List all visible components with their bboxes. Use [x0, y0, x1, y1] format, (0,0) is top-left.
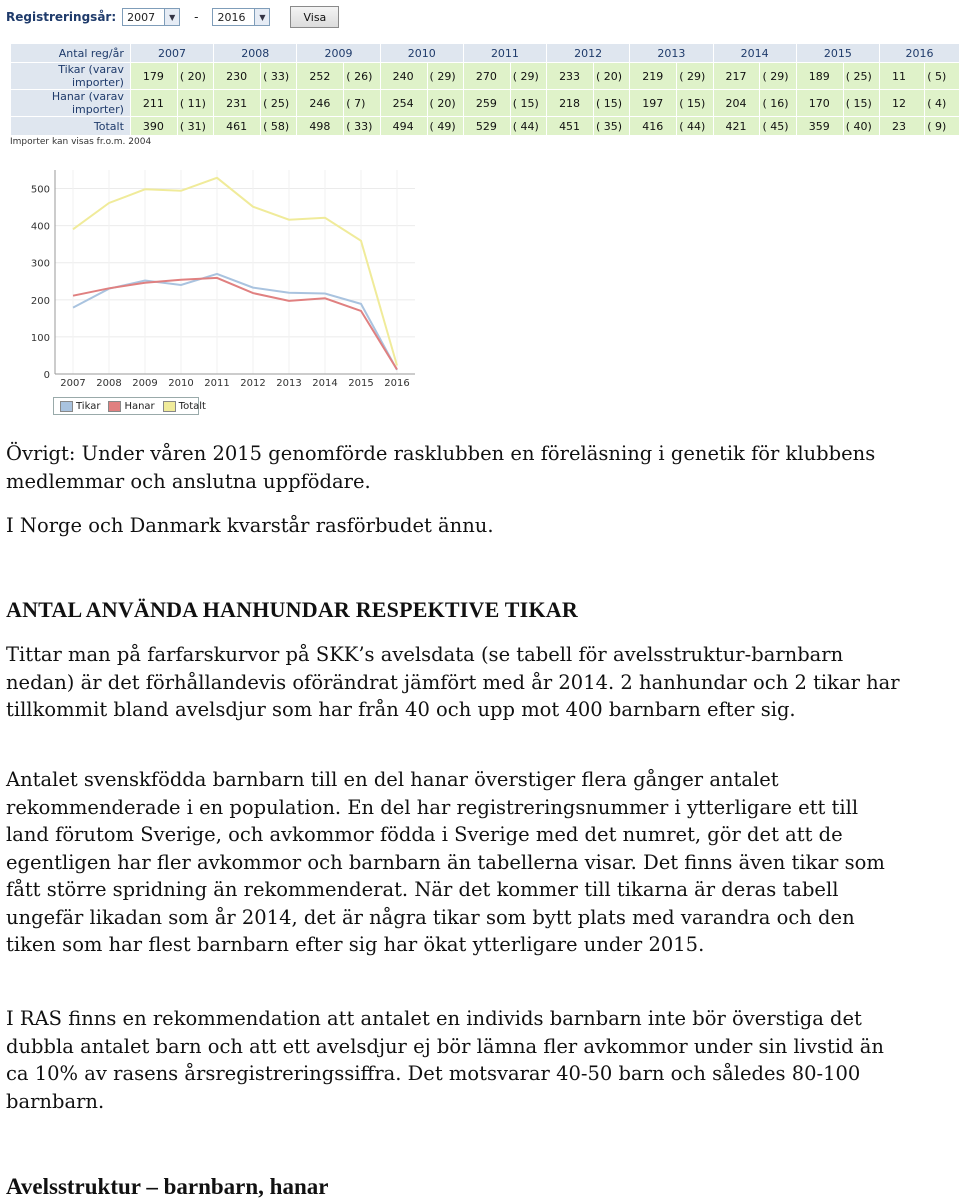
- registration-table: [10, 43, 960, 136]
- table-cell-imports: ( 33): [344, 117, 380, 136]
- table-cell-count: 259: [463, 90, 510, 117]
- table-cell-count: 12: [880, 90, 925, 117]
- table-year-header: 2011: [463, 44, 546, 63]
- table-cell-count: 218: [547, 90, 594, 117]
- registration-line-chart: [20, 160, 440, 395]
- table-year-header: 2008: [214, 44, 297, 63]
- y-tick-label: 200: [30, 295, 50, 307]
- y-tick-label: 0: [43, 370, 50, 381]
- import-note: Importer kan visas fr.o.m. 2004: [10, 137, 152, 147]
- table-cell-imports: ( 20): [177, 63, 213, 90]
- y-tick-label: 300: [30, 258, 50, 270]
- x-tick-label: 2009: [132, 378, 158, 389]
- table-cell-imports: ( 25): [843, 63, 879, 90]
- table-cell-count: 170: [796, 90, 843, 117]
- y-tick-label: 100: [30, 332, 50, 344]
- table-cell-count: 252: [297, 63, 344, 90]
- y-tick-label: 500: [30, 184, 50, 196]
- paragraph-svenskfodda: Antalet svenskfödda barnbarn till en del hanar överstiger flera gånger antalet rekommenderade i en population. En del har registreringsnummer i ytterligare ett till land förutom Sverige, och avkommor födda i Sverige med det numret, gör det att de egentligen har fler avkommor och barnbarn än tabellerna visar. Det finns även tikar som fått större spridning än rekommenderat. När det kommer till tikarna är deras tabell ungefär likadan som år 2014, det är några tikar som bytt plats med varandra och den tiken som har flest barnbarn efter sig har ökat ytterligare under 2015.: [6, 768, 885, 956]
- table-cell-imports: ( 49): [427, 117, 463, 136]
- chevron-down-icon: ▼: [254, 9, 269, 25]
- table-corner-label: Antal reg/år: [11, 44, 131, 63]
- table-cell-count: 390: [130, 117, 177, 136]
- registration-year-label: Registreringsår:: [6, 10, 117, 24]
- table-cell-imports: ( 35): [594, 117, 630, 136]
- table-cell-imports: ( 33): [261, 63, 297, 90]
- series-line-tikar: [73, 274, 397, 370]
- x-tick-label: 2013: [276, 378, 302, 389]
- table-cell-count: 204: [713, 90, 760, 117]
- section-heading: ANTAL ANVÄNDA HANHUNDAR RESPEKTIVE TIKAR: [6, 597, 578, 622]
- table-cell-imports: ( 45): [760, 117, 796, 136]
- table-cell-imports: ( 5): [925, 63, 960, 90]
- table-cell-count: 231: [214, 90, 261, 117]
- table-cell-count: 23: [880, 117, 925, 136]
- y-tick-label: 400: [30, 221, 50, 233]
- x-tick-label: 2008: [96, 378, 122, 389]
- table-cell-count: 421: [713, 117, 760, 136]
- table-cell-count: 230: [214, 63, 261, 90]
- table-cell-imports: ( 4): [925, 90, 960, 117]
- table-cell-imports: ( 29): [677, 63, 713, 90]
- legend-item: [163, 401, 206, 412]
- year-filter-bar: [6, 4, 339, 30]
- legend-label: Hanar: [124, 400, 155, 412]
- paragraph-ovrigt: Övrigt: Under våren 2015 genomförde rasklubben en föreläsning i genetik för klubbens medlemmar och anslutna uppfödare.: [6, 442, 876, 493]
- table-year-header: 2012: [547, 44, 630, 63]
- x-tick-label: 2012: [240, 378, 266, 389]
- table-cell-count: 11: [880, 63, 925, 90]
- x-tick-label: 2010: [168, 378, 194, 389]
- legend-swatch: [163, 401, 176, 412]
- legend-item: [60, 401, 100, 412]
- table-year-header: 2014: [713, 44, 796, 63]
- table-cell-imports: ( 29): [760, 63, 796, 90]
- table-cell-imports: ( 15): [843, 90, 879, 117]
- table-year-header: 2010: [380, 44, 463, 63]
- legend-swatch: [108, 401, 121, 412]
- show-button[interactable]: Visa: [290, 6, 339, 28]
- table-cell-imports: ( 7): [344, 90, 380, 117]
- table-cell-imports: ( 11): [177, 90, 213, 117]
- table-cell-count: 461: [214, 117, 261, 136]
- table-row: [11, 90, 960, 117]
- table-cell-imports: ( 15): [510, 90, 546, 117]
- table-cell-imports: ( 16): [760, 90, 796, 117]
- x-tick-label: 2015: [348, 378, 374, 389]
- table-cell-count: 359: [796, 117, 843, 136]
- from-year-value: 2007: [127, 10, 156, 24]
- table-cell-imports: ( 44): [677, 117, 713, 136]
- table-cell-count: 217: [713, 63, 760, 90]
- table-cell-imports: ( 9): [925, 117, 960, 136]
- table-cell-count: 197: [630, 90, 677, 117]
- table-cell-count: 494: [380, 117, 427, 136]
- from-year-select[interactable]: [122, 8, 180, 26]
- x-tick-label: 2014: [312, 378, 338, 389]
- table-cell-imports: ( 20): [427, 90, 463, 117]
- table-cell-imports: ( 15): [677, 90, 713, 117]
- x-tick-label: 2016: [384, 378, 410, 389]
- table-cell-imports: ( 40): [843, 117, 879, 136]
- table-row-label: Hanar (varav importer): [11, 90, 131, 117]
- table-header-row: [11, 44, 960, 63]
- table-cell-count: 451: [547, 117, 594, 136]
- paragraph-farfarskurvor: Tittar man på farfarskurvor på SKK’s avelsdata (se tabell för avelsstruktur-barnbarn nedan) är det förhållandevis oförändrat jämfört med år 2014. 2 hanhundar och 2 tikar har tillkommit bland avelsdjur som har från 40 och upp mot 400 barnbarn efter sig.: [6, 643, 900, 721]
- table-year-header: 2007: [130, 44, 213, 63]
- table-cell-count: 498: [297, 117, 344, 136]
- x-tick-label: 2011: [204, 378, 230, 389]
- avelsstruktur-heading: Avelsstruktur – barnbarn, hanar: [6, 1174, 329, 1199]
- table-cell-count: 246: [297, 90, 344, 117]
- table-year-header: 2016: [880, 44, 960, 63]
- table-cell-imports: ( 15): [594, 90, 630, 117]
- table-cell-imports: ( 25): [261, 90, 297, 117]
- table-cell-count: 254: [380, 90, 427, 117]
- table-year-header: 2013: [630, 44, 713, 63]
- table-cell-imports: ( 29): [427, 63, 463, 90]
- table-cell-imports: ( 29): [510, 63, 546, 90]
- table-cell-count: 179: [130, 63, 177, 90]
- to-year-value: 2016: [217, 10, 246, 24]
- table-row: [11, 63, 960, 90]
- table-cell-count: 416: [630, 117, 677, 136]
- to-year-select[interactable]: [212, 8, 270, 26]
- chevron-down-icon: ▼: [164, 9, 179, 25]
- table-cell-count: 233: [547, 63, 594, 90]
- paragraph-ras-rekommendation: I RAS finns en rekommendation att antalet en individs barnbarn inte bör överstiga det dubbla antalet barn och att ett avelsdjur ej bör lämna fler avkommor under sin livstid än ca 10% av rasens årsregistreringssiffra. Det motsvarar 40-50 barn och således 80-100 barnbarn.: [6, 1007, 884, 1113]
- paragraph-norge: I Norge och Danmark kvarstår rasförbudet ännu.: [6, 514, 494, 537]
- year-range-dash: -: [194, 10, 199, 24]
- table-cell-count: 219: [630, 63, 677, 90]
- table-cell-count: 240: [380, 63, 427, 90]
- table-cell-imports: ( 20): [594, 63, 630, 90]
- table-year-header: 2015: [796, 44, 879, 63]
- table-cell-imports: ( 31): [177, 117, 213, 136]
- table-cell-count: 189: [796, 63, 843, 90]
- x-tick-label: 2007: [60, 378, 86, 389]
- table-cell-imports: ( 26): [344, 63, 380, 90]
- legend-swatch: [60, 401, 73, 412]
- legend-label: Tikar: [76, 400, 101, 412]
- table-row: [11, 117, 960, 136]
- table-cell-imports: ( 44): [510, 117, 546, 136]
- table-cell-count: 529: [463, 117, 510, 136]
- table-cell-count: 270: [463, 63, 510, 90]
- table-cell-imports: ( 58): [261, 117, 297, 136]
- table-cell-count: 211: [130, 90, 177, 117]
- chart-legend: [53, 397, 206, 415]
- legend-label: Totalt: [178, 400, 206, 412]
- series-line-hanar: [73, 278, 397, 370]
- legend-item: [108, 401, 154, 412]
- table-row-label: Tikar (varav importer): [11, 63, 131, 90]
- table-year-header: 2009: [297, 44, 380, 63]
- table-row-label: Totalt: [11, 117, 131, 136]
